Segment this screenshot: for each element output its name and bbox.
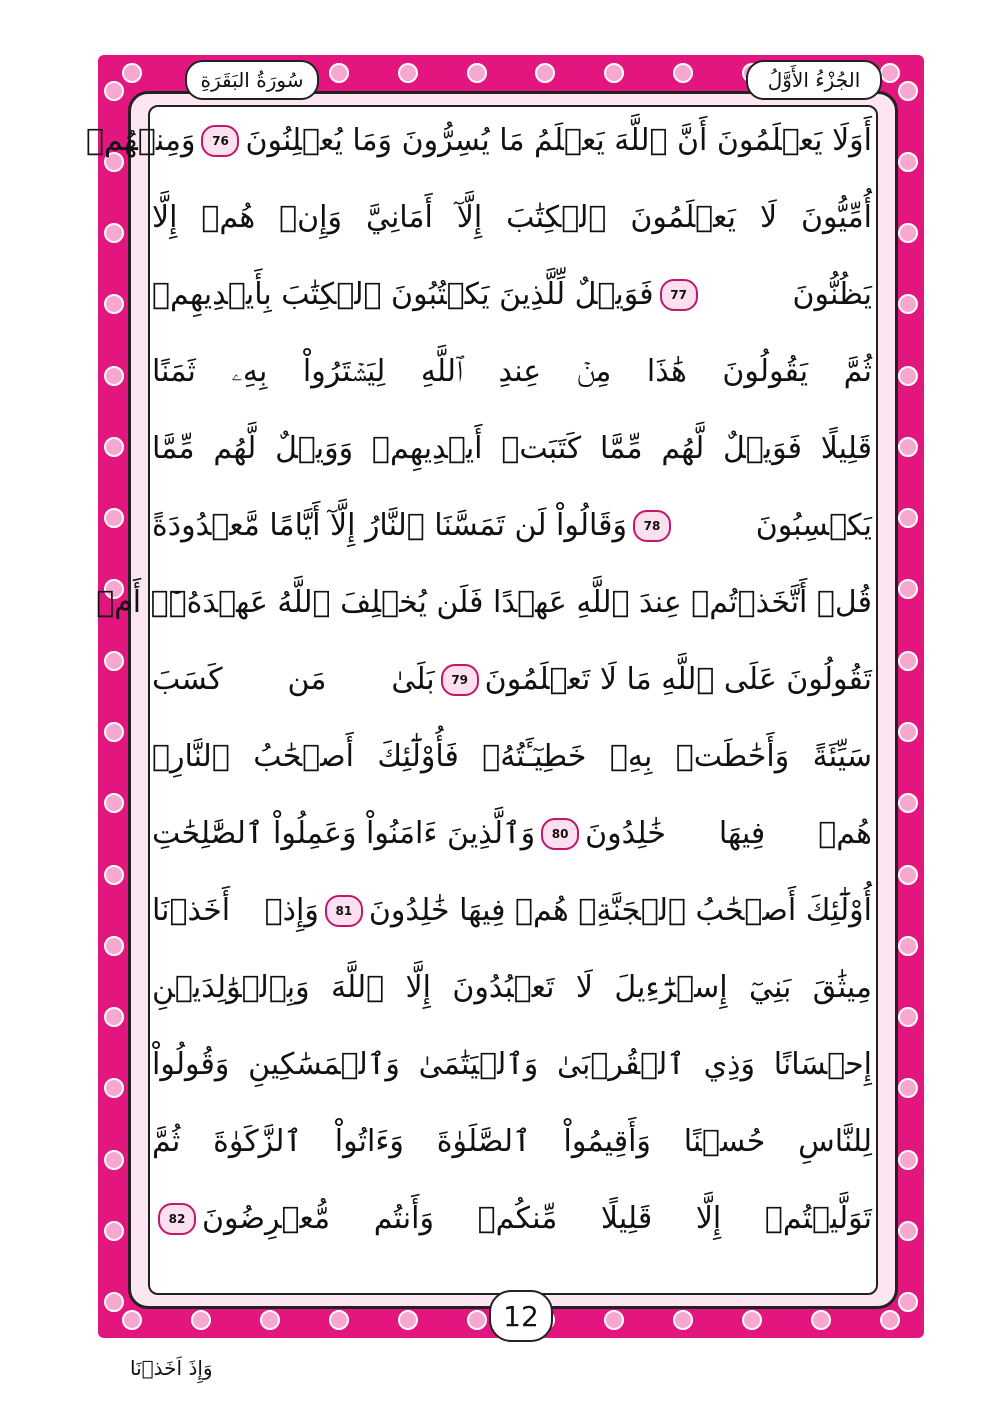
text-line xyxy=(152,256,872,333)
ornament-icon xyxy=(898,865,918,885)
ornament-icon xyxy=(604,63,624,83)
ornament-icon xyxy=(104,865,124,885)
ayah-marker-icon: 79 xyxy=(441,664,479,696)
verse-text: فَوَيۡلٌ لِّلَّذِينَ يَكۡتُبُونَ ٱلۡكِتَٰبَ بِأَيۡدِيهِمۡ xyxy=(152,277,654,312)
ayah-marker-icon: 77 xyxy=(660,279,698,311)
ornament-icon xyxy=(104,1078,124,1098)
ayah-marker-icon: 80 xyxy=(541,818,579,850)
ornament-icon xyxy=(604,1310,624,1330)
ayah-marker-icon: 81 xyxy=(325,895,363,927)
verse-text: وَٱلَّذِينَ ءَامَنُواْ وَعَمِلُواْ ٱلصَّٰلِحَٰتِ xyxy=(152,816,536,851)
text-line xyxy=(152,333,872,410)
ornament-icon xyxy=(104,1221,124,1241)
text-line xyxy=(152,795,872,872)
ornament-icon xyxy=(104,1007,124,1027)
ornament-icon xyxy=(104,1292,124,1312)
ornament-icon xyxy=(467,63,487,83)
ornament-icon xyxy=(898,1150,918,1170)
verse-text: أَوَلَا يَعۡلَمُونَ أَنَّ ٱللَّهَ يَعۡلَمُ مَا يُسِرُّونَ وَمَا يُعۡلِنُونَ xyxy=(245,123,872,158)
verse-text: لِلنَّاسِ حُسۡنًا وَأَقِيمُواْ ٱلصَّلَوٰةَ وَءَاتُواْ ٱلزَّكَوٰةَ ثُمَّ xyxy=(152,1124,872,1159)
text-line xyxy=(86,102,872,179)
ornament-icon xyxy=(104,1150,124,1170)
ornament-icon xyxy=(104,437,124,457)
text-line xyxy=(152,410,872,487)
text-line xyxy=(152,1180,872,1257)
text-line xyxy=(152,641,872,718)
verse-text: تَوَلَّيۡتُمۡ إِلَّا قَلِيلًا مِّنكُمۡ وَأَنتُم مُّعۡرِضُونَ xyxy=(202,1201,872,1236)
text-line xyxy=(152,179,872,256)
ornament-icon xyxy=(898,1078,918,1098)
ornament-icon xyxy=(398,63,418,83)
ornament-icon xyxy=(467,1310,487,1330)
ornament-icon xyxy=(104,508,124,528)
ornament-icon xyxy=(898,294,918,314)
verse-text: قَلِيلًا فَوَيۡلٌ لَّهُم مِّمَّا كَتَبَتۡ أَيۡدِيهِمۡ وَوَيۡلٌ لَّهُم مِّمَّا xyxy=(152,431,872,466)
ayah-marker-icon: 82 xyxy=(158,1203,196,1235)
ornament-icon xyxy=(898,936,918,956)
ornament-icon xyxy=(898,152,918,172)
ornament-icon xyxy=(104,81,124,101)
text-line xyxy=(152,1103,872,1180)
ornament-icon xyxy=(104,651,124,671)
ayah-marker-icon: 76 xyxy=(201,125,239,157)
verse-text: وَمِنۡهُمۡ xyxy=(86,123,196,158)
verse-text: أُوْلَٰٓئِكَ أَصۡحَٰبُ ٱلۡجَنَّةِۖ هُمۡ فِيهَا خَٰلِدُونَ xyxy=(368,893,872,928)
verse-text: يَكۡسِبُونَ xyxy=(755,508,872,543)
quran-text xyxy=(86,102,872,1257)
text-line xyxy=(152,718,872,795)
ornament-left-col xyxy=(100,55,128,1338)
ornament-icon xyxy=(104,793,124,813)
ornament-icon xyxy=(898,793,918,813)
verse-text: هُمۡ فِيهَا خَٰلِدُونَ xyxy=(585,816,872,851)
verse-text: وَإِذۡ أَخَذۡنَا xyxy=(152,893,319,928)
ornament-icon xyxy=(811,1310,831,1330)
ornament-icon xyxy=(898,81,918,101)
text-line xyxy=(152,487,872,564)
ornament-icon xyxy=(260,1310,280,1330)
ornament-icon xyxy=(535,63,555,83)
text-line xyxy=(152,872,872,949)
verse-text: يَظُنُّونَ xyxy=(792,277,872,312)
verse-text: ثُمَّ يَقُولُونَ هَٰذَا مِنۡ عِندِ ٱللَّهِ لِيَشۡتَرُواْ بِهِۦ ثَمَنًا xyxy=(152,354,872,389)
verse-text: قُلۡ أَتَّخَذۡتُمۡ عِندَ ٱللَّهِ عَهۡدًا فَلَن يُخۡلِفَ ٱللَّهُ عَهۡدَهُۥٓۖ أَمۡ xyxy=(96,585,872,620)
ornament-icon xyxy=(742,1310,762,1330)
text-line xyxy=(152,1026,872,1103)
verse-text: وَقَالُواْ لَن تَمَسَّنَا ٱلنَّارُ إِلَّآ أَيَّامًا مَّعۡدُودَةً xyxy=(152,508,627,543)
ayah-marker-icon: 78 xyxy=(633,510,671,542)
surah-name-label: سُورَةُ البَقَرَةِ xyxy=(185,60,319,100)
ornament-icon xyxy=(104,936,124,956)
ornament-icon xyxy=(898,366,918,386)
verse-text: إِحۡسَانًا وَذِي ٱلۡقُرۡبَىٰ وَٱلۡيَتَٰمَىٰ وَٱلۡمَسَٰكِينِ وَقُولُواْ xyxy=(152,1047,872,1082)
verse-text: أُمِّيُّونَ لَا يَعۡلَمُونَ ٱلۡكِتَٰبَ إِلَّآ أَمَانِيَّ وَإِنۡ هُمۡ إِلَّا xyxy=(152,200,872,235)
ornament-icon xyxy=(898,223,918,243)
ornament-icon xyxy=(104,223,124,243)
ornament-icon xyxy=(104,294,124,314)
ornament-icon xyxy=(898,1292,918,1312)
verse-text: تَقُولُونَ عَلَى ٱللَّهِ مَا لَا تَعۡلَمُونَ xyxy=(484,662,872,697)
ornament-icon xyxy=(673,63,693,83)
ornament-icon xyxy=(329,1310,349,1330)
ornament-right-col xyxy=(894,55,922,1338)
ornament-icon xyxy=(104,722,124,742)
verse-text: بَلَىٰ مَن كَسَبَ xyxy=(152,662,435,697)
ornament-icon xyxy=(898,722,918,742)
verse-text: مِيثَٰقَ بَنِيٓ إِسۡرَٰٓءِيلَ لَا تَعۡبُدُونَ إِلَّا ٱللَّهَ وَبِٱلۡوَٰلِدَيۡنِ xyxy=(152,970,872,1005)
ornament-icon xyxy=(191,1310,211,1330)
catchword: وَإِذَ اَخَذۡنَا xyxy=(130,1356,213,1380)
ornament-icon xyxy=(898,1007,918,1027)
text-line xyxy=(96,564,872,641)
verse-text: سَيِّئَةً وَأَحَٰطَتۡ بِهِۦ خَطِيٓـَٔتُهُۥ فَأُوْلَٰٓئِكَ أَصۡحَٰبُ ٱلنَّارِۖ xyxy=(152,739,872,774)
ornament-icon xyxy=(898,579,918,599)
text-line xyxy=(152,949,872,1026)
ornament-icon xyxy=(898,508,918,528)
ornament-icon xyxy=(898,1221,918,1241)
page-number: 12 xyxy=(489,1290,553,1342)
ornament-icon xyxy=(398,1310,418,1330)
juz-label: الجُزْءُ الأَوَّلُ xyxy=(746,60,882,100)
ornament-icon xyxy=(329,63,349,83)
ornament-icon xyxy=(898,437,918,457)
ornament-icon xyxy=(104,366,124,386)
ornament-icon xyxy=(898,651,918,671)
ornament-icon xyxy=(673,1310,693,1330)
